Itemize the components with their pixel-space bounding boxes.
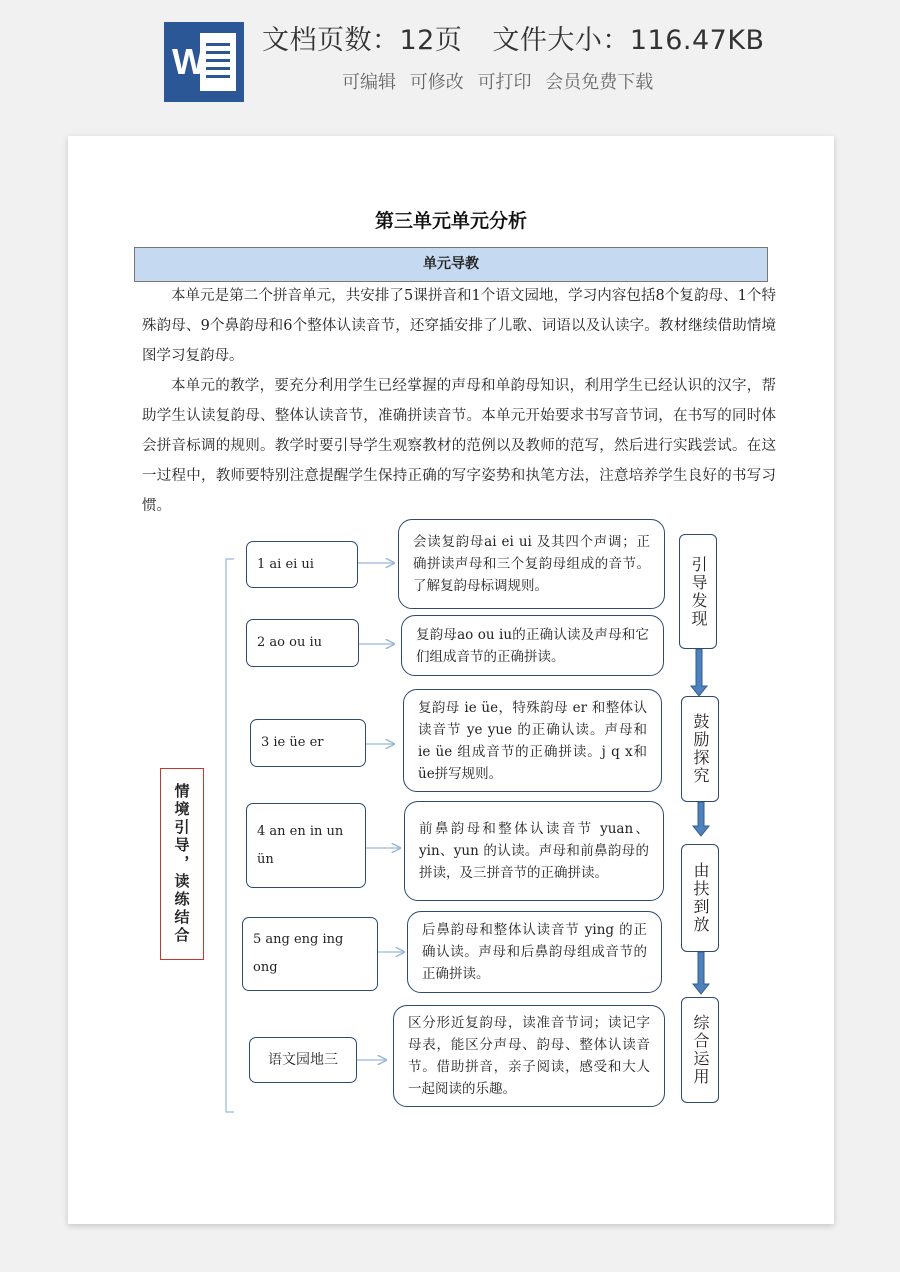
lesson-2-box: 2 ao ou iu [246, 619, 359, 667]
download-banner [0, 0, 900, 118]
file-meta [262, 18, 765, 57]
main-theme-box: 情境引导，读练结合 [160, 768, 204, 960]
lesson-3-goal: 复韵母 ie üe，特殊韵母 er 和整体认读音节 ye yue 的正确认读。声母和 ie üe 组成音节的正确拼读。j q x和üe拼写规则。 [403, 689, 662, 792]
lesson-3-box: 3 ie üe er [250, 719, 366, 767]
stage-guide-to-release: 由扶到放 [681, 844, 719, 952]
stage-discover: 引导发现 [679, 534, 717, 649]
page-count: 文档页数：12页 [262, 25, 463, 56]
lesson-4-box: 4 an en in un ün [246, 803, 366, 888]
feature-free-download: 会员免费下载 [545, 72, 654, 93]
file-size: 文件大小：116.47KB [492, 25, 765, 56]
word-icon-letter: W [172, 41, 206, 82]
garden-box: 语文园地三 [249, 1037, 357, 1083]
word-document-icon [164, 22, 244, 102]
feature-modifiable: 可修改 [409, 72, 464, 93]
feature-printable: 可打印 [477, 72, 532, 93]
lesson-5-box: 5 ang eng ing ong [242, 917, 378, 991]
unit-diagram [68, 136, 834, 1224]
lesson-2-goal: 复韵母ao ou iu的正确认读及声母和它们组成音节的正确拼读。 [401, 615, 664, 676]
feature-list [342, 68, 653, 94]
lesson-1-box: 1 ai ei ui [246, 541, 358, 588]
garden-goal: 区分形近复韵母，读准音节词；读记字母表，能区分声母、韵母、整体认读音节。借助拼音，亲子阅读，感受和大人一起阅读的乐趣。 [393, 1005, 665, 1107]
paragraph-1: 本单元是第二个拼音单元，共安排了5课拼音和1个语文园地，学习内容包括8个复韵母、1个特殊韵母、9个鼻韵母和6个整体认读音节，还穿插安排了儿歌、词语以及认读字。教材继续借助情境图学习复韵母。 [142, 288, 776, 364]
stage-explore: 鼓励探究 [681, 696, 719, 802]
lesson-4-goal: 前鼻韵母和整体认读音节 yuan、yin、yun 的认读。声母和前鼻韵母的拼读，及三拼音节的正确拼读。 [404, 801, 664, 901]
section-header: 单元导教 [134, 247, 768, 282]
feature-editable: 可编辑 [342, 72, 396, 93]
stage-apply: 综合运用 [681, 997, 719, 1103]
lesson-5-goal: 后鼻韵母和整体认读音节 ying 的正确认读。声母和后鼻韵母组成音节的正确拼读。 [407, 911, 662, 993]
lesson-1-goal: 会读复韵母ai ei ui 及其四个声调；正确拼读声母和三个复韵母组成的音节。了解复韵母标调规则。 [398, 519, 665, 609]
document-page [68, 136, 834, 1224]
paragraph-2: 本单元的教学，要充分利用学生已经掌握的声母和单韵母知识，利用学生已经认识的汉字，帮助学生认读复韵母、整体认读音节，准确拼读音节。本单元开始要求书写音节词，在书写的同时体会拼音标调的规则。教学时要引导学生观察教材的范例以及教师的范写，然后进行实践尝试。在这一过程中，教师要特别注意提醒学生保持正确的写字姿势和执笔方法，注意培养学生良好的书写习惯。 [142, 378, 776, 514]
document-title: 第三单元单元分析 [374, 210, 527, 232]
